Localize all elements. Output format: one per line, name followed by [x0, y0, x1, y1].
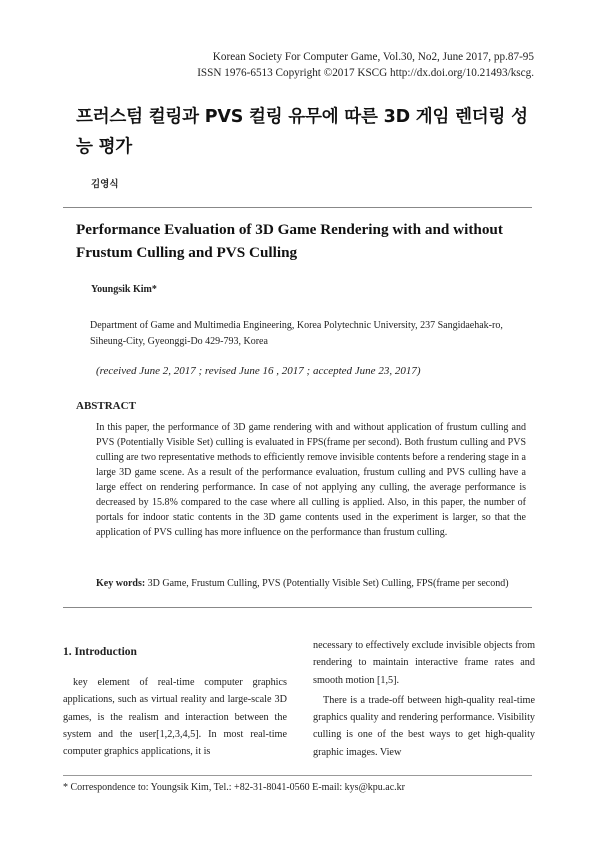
journal-issn: ISSN 1976-6513 Copyright ©2017 KSCG http://dx.doi.org/10.21493/kscg.: [197, 67, 534, 79]
right-column: [313, 637, 535, 761]
abstract-divider: [63, 607, 532, 608]
submission-dates: (received June 2, 2017 ; revised June 16 , 2017 ; accepted June 23, 2017): [96, 365, 421, 377]
intro-paragraph-1: key element of real-time computer graphics applications, such as virtual reality and large-scale 3D games, is the realism and interaction between the system and the user[1,2,3,4,5]. In most real-time computer graphics applications, it is: [63, 677, 287, 758]
korean-title: 프러스텀 컬링과 PVS 컬링 유무에 따른 3D 게임 렌더링 성능 평가: [76, 107, 528, 157]
journal-citation: Korean Society For Computer Game, Vol.30, No2, June 2017, pp.87-95: [212, 51, 534, 63]
footnote-divider: [63, 775, 532, 776]
keywords: [96, 578, 509, 589]
english-title: Performance Evaluation of 3D Game Rendering with and without Frustum Culling and PVS Culling: [76, 221, 503, 261]
correspondence-footnote: * Correspondence to: Youngsik Kim, Tel.: +82-31-8041-0560 E-mail: kys@kpu.ac.kr: [63, 782, 405, 793]
journal-header: [197, 49, 534, 81]
affiliation: Department of Game and Multimedia Engineering, Korea Polytechnic University, 237 Sangidaehak-ro, Siheung-City, Gyeonggi-Do 429-793, Korea: [90, 320, 503, 347]
korean-author: 김영식: [91, 179, 119, 190]
english-author: Youngsik Kim*: [91, 284, 157, 295]
intro-paragraph-2: There is a trade-off between high-quality real-time graphics quality and rendering performance. Visibility culling is one of the best ways to get high-quality graphic images. View: [313, 694, 535, 758]
intro-paragraph-1-cont: necessary to effectively exclude invisible objects from rendering to maintain interactive frame rates and smooth motion [1,5].: [313, 640, 535, 686]
keywords-label: Key words:: [96, 578, 146, 589]
section-heading-introduction: 1. Introduction: [63, 646, 137, 658]
title-divider: [63, 207, 532, 208]
abstract-body: In this paper, the performance of 3D game rendering with and without application of frustum culling and PVS (Potentially Visible Set) culling is evaluated in FPS(frame per second). Both frustum culling and PVS culling are two representative methods to efficiently remove invisible contents before a rendering stage in a large 3D game scene. As a result of the performance evaluation, frustum culling and PVS culling have a large effect on rendering performance. In case of not applying any culling, the average performance is decreased by 15.8% compared to the case where all culling is applied. Also, in this paper, the number of portals for indoor static contents in the 3D game contents used in the experiment is larger, so that the application of PVS culling has more influence on the performance than frustum culling.: [96, 422, 526, 538]
keywords-text: 3D Game, Frustum Culling, PVS (Potentially Visible Set) Culling, FPS(frame per second): [147, 578, 509, 589]
left-column: [63, 646, 287, 760]
abstract-heading: ABSTRACT: [76, 400, 136, 412]
